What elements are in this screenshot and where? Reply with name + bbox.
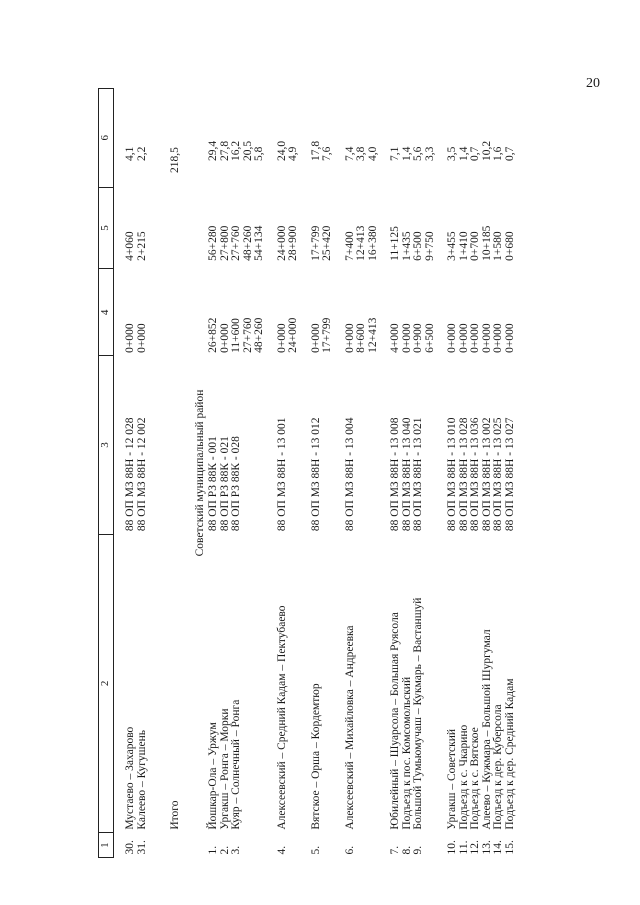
- road-name: Ургакш – Советский: [446, 728, 458, 830]
- rows-group-e: [345, 89, 380, 858]
- road-name: Мустаево – Захарово: [124, 726, 136, 830]
- length-km: 3,3: [423, 146, 436, 162]
- row-number: 15.: [503, 840, 516, 855]
- row-number: [288, 833, 300, 858]
- rows-group-d: [311, 89, 334, 858]
- table-row: [368, 89, 380, 858]
- road-name: [322, 534, 334, 832]
- roads-table: [98, 88, 516, 858]
- length-km: 29,4: [207, 140, 219, 162]
- road-name: Йошкар-Ола – Уржум: [207, 722, 219, 830]
- road-code: 88 ОП МЗ 88Н - 13 025: [492, 417, 504, 532]
- length-km: 10,2: [480, 140, 493, 162]
- end-km: 25+420: [321, 225, 333, 261]
- end-km: 10+185: [480, 225, 493, 261]
- length-km: 20,5: [241, 140, 254, 162]
- spacer: [334, 89, 345, 858]
- row-number: 8.: [400, 845, 413, 855]
- table-row: [125, 89, 137, 858]
- table-row: [231, 89, 243, 858]
- total-row: [170, 89, 182, 858]
- road-name: Подъезд к с. Вятское: [469, 727, 481, 830]
- spacer: [266, 89, 277, 858]
- road-code: 88 ОП МЗ 88Н - 13 010: [446, 417, 458, 532]
- road-code: 88 ОП МЗ 88Н - 13 027: [503, 417, 516, 532]
- table-row: [390, 89, 402, 858]
- row-number: 3.: [230, 845, 242, 855]
- start-km: 17+799: [321, 317, 333, 353]
- start-km: 4+000: [389, 323, 401, 353]
- header-col-1: 1: [99, 833, 114, 858]
- road-code: 88 ОП МЗ 88Н - 12 028: [124, 417, 136, 532]
- road-name: Вятское – Орша – Кордемтюр: [309, 683, 322, 830]
- length-km: 24,0: [275, 140, 288, 162]
- end-km: 48+260: [241, 225, 254, 261]
- spacer-row: [300, 89, 311, 858]
- road-code: 88 ОП МЗ 88Н - 13 002: [480, 417, 493, 532]
- road-name: Ургакш – Ронга – Морки: [218, 708, 231, 830]
- length-km: 1,6: [492, 146, 504, 162]
- length-km: 1,4: [400, 146, 413, 162]
- row-number: [243, 833, 255, 858]
- end-km: 27+800: [218, 225, 231, 261]
- road-code: [288, 356, 300, 534]
- spacer: [300, 89, 311, 858]
- start-km: 0+900: [412, 323, 424, 353]
- road-name: [368, 534, 380, 832]
- table-row: [356, 89, 368, 858]
- start-km: 0+000: [446, 323, 458, 353]
- end-km: 24+000: [275, 225, 288, 261]
- empty-cell: [170, 269, 182, 356]
- end-km: 56+280: [207, 225, 219, 261]
- rows-group-g: [447, 89, 516, 858]
- row-number: 12.: [469, 840, 481, 855]
- row-number: 6.: [343, 845, 356, 855]
- length-km: 7,6: [321, 146, 333, 162]
- spacer-row: [148, 89, 170, 858]
- end-km: 12+413: [355, 225, 367, 261]
- end-km: 2+215: [135, 231, 148, 261]
- table-row: [137, 89, 149, 858]
- end-km: 4+060: [124, 231, 136, 261]
- spacer-row: [182, 89, 193, 858]
- length-km: 7,4: [343, 146, 356, 162]
- road-code: [356, 356, 368, 534]
- rows-group-a: [125, 89, 148, 858]
- header-col-5: 5: [99, 187, 114, 269]
- road-code: [243, 356, 255, 534]
- row-number: 14.: [492, 840, 504, 855]
- road-name: Куяр – Солнечный – Ронга: [230, 699, 242, 830]
- end-km: 3+455: [446, 231, 458, 261]
- end-km: 28+900: [287, 225, 299, 261]
- length-km: 16,2: [230, 140, 242, 162]
- road-code: 88 ОП МЗ 88Н - 13 012: [309, 417, 322, 532]
- road-name: Большой Тумьюмучаш – Кукмарь – Вастаншуй: [412, 597, 424, 830]
- table-row: [208, 89, 220, 858]
- road-name: Подъезд к дер. Средний Кадам: [503, 678, 516, 830]
- length-km: 1,4: [457, 146, 470, 162]
- road-name: Подъезд к дер. Куберсола: [492, 704, 504, 830]
- table-row: [493, 89, 505, 858]
- length-km: 0,7: [469, 146, 481, 162]
- road-name: Алеево – Кужмара – Большой Шургумал: [480, 629, 493, 830]
- row-number: [425, 833, 437, 858]
- table-row: [288, 89, 300, 858]
- rows-group-c: [277, 89, 300, 858]
- total-num-cell: [170, 833, 182, 858]
- start-km: 27+760: [241, 317, 254, 353]
- start-km: 11+600: [230, 318, 242, 353]
- table-row: [413, 89, 425, 858]
- total-value: 218,5: [169, 147, 181, 174]
- start-km: 0+000: [457, 323, 470, 353]
- spacer-row: [334, 89, 345, 858]
- start-km: 12+413: [366, 317, 379, 353]
- start-km: 0+000: [480, 323, 493, 353]
- total-label: Итого: [169, 800, 181, 830]
- end-km: 0+700: [469, 231, 481, 261]
- road-code: [254, 356, 266, 534]
- start-km: 26+852: [207, 317, 219, 353]
- row-number: [368, 833, 380, 858]
- length-km: 5,8: [253, 146, 265, 162]
- table-row: [345, 89, 357, 858]
- start-km: 0+000: [124, 323, 136, 353]
- road-code: 88 ОП МЗ 88Н - 12 002: [135, 417, 148, 532]
- rows-group-f: [390, 89, 436, 858]
- row-number: [356, 833, 368, 858]
- length-km: 5,6: [412, 146, 424, 162]
- row-number: 13.: [480, 840, 493, 855]
- road-code: 88 ОП МЗ 88Н - 13 036: [469, 417, 481, 532]
- end-km: 17+799: [309, 225, 322, 261]
- rows-group-b: [208, 89, 266, 858]
- road-code: 88 ОП РЗ 88К - 021: [218, 436, 231, 532]
- district-row: [193, 89, 209, 858]
- road-code: 88 ОП МЗ 88Н - 13 004: [343, 417, 356, 532]
- road-code: 88 ОП МЗ 88Н - 13 028: [457, 417, 470, 532]
- header-col-2: 2: [99, 534, 114, 832]
- start-km: 8+600: [355, 323, 367, 353]
- end-km: 7+400: [343, 231, 356, 261]
- row-number: 7.: [389, 845, 401, 855]
- end-km: 0+680: [503, 231, 516, 261]
- start-km: 0+000: [503, 323, 516, 353]
- table-row: [505, 89, 517, 858]
- road-name: Калеево – Кугушень: [135, 729, 148, 830]
- end-km: 27+760: [230, 225, 242, 261]
- road-code: [425, 356, 437, 534]
- length-km: 4,0: [366, 146, 379, 162]
- row-number: [322, 833, 334, 858]
- rotated-table-wrapper: [98, 88, 603, 858]
- row-number: 31.: [135, 840, 148, 855]
- row-number: 10.: [446, 840, 458, 855]
- road-name: [243, 534, 255, 832]
- start-km: 0+000: [343, 323, 356, 353]
- road-code: 88 ОП МЗ 88Н - 13 008: [389, 417, 401, 532]
- start-km: 48+260: [253, 317, 265, 353]
- length-km: 0,7: [503, 146, 516, 162]
- start-km: 0+000: [309, 323, 322, 353]
- road-code: 88 ОП МЗ 88Н - 13 001: [275, 417, 288, 532]
- empty-cell: [170, 187, 182, 269]
- road-name: Алексеевский – Средний Кадам – Пектубаево: [275, 605, 288, 830]
- length-km: 3,8: [355, 146, 367, 162]
- row-number: [254, 833, 266, 858]
- start-km: 0+000: [218, 323, 231, 353]
- end-km: 16+380: [366, 225, 379, 261]
- table-row: [254, 89, 266, 858]
- header-col-4: 4: [99, 269, 114, 356]
- start-km: 0+000: [400, 323, 413, 353]
- length-km: 4,1: [124, 146, 136, 162]
- road-name: Юбилейный – Шуарсола – Большая Руясола: [389, 612, 401, 830]
- road-name: Подъезд к с. Чкарино: [457, 724, 470, 830]
- length-km: 17,8: [309, 140, 322, 162]
- road-code: [368, 356, 380, 534]
- row-number: 2.: [218, 845, 231, 855]
- start-km: 0+000: [135, 323, 148, 353]
- length-km: 2,2: [135, 146, 148, 162]
- table-row: [470, 89, 482, 858]
- road-name: Алексеевский – Михайловка – Андреевка: [343, 625, 356, 830]
- end-km: 1+410: [457, 231, 470, 261]
- header-row: [99, 89, 114, 858]
- row-number: 9.: [412, 845, 424, 855]
- end-km: 54+134: [253, 225, 265, 261]
- table-row: [425, 89, 437, 858]
- road-name: [288, 534, 300, 832]
- table-row: [311, 89, 323, 858]
- spacer-row: [266, 89, 277, 858]
- road-name: [254, 534, 266, 832]
- length-km: 3,5: [446, 146, 458, 162]
- district-heading: Советский муниципальный район: [193, 389, 206, 557]
- table-row: [447, 89, 459, 858]
- road-name: [425, 534, 437, 832]
- end-km: 1+580: [492, 231, 504, 261]
- road-code: 88 ОП РЗ 88К - 001: [207, 436, 219, 532]
- empty-cell: [170, 356, 182, 534]
- end-km: 1+435: [400, 231, 413, 261]
- table-row: [243, 89, 255, 858]
- total-section: [148, 89, 208, 858]
- end-km: 11+125: [389, 226, 401, 261]
- row-number: 5.: [309, 845, 322, 855]
- header-col-3: 3: [99, 356, 114, 534]
- end-km: 9+750: [423, 231, 436, 261]
- table-row: [322, 89, 334, 858]
- length-km: 27,8: [218, 140, 231, 162]
- header-col-6: 6: [99, 89, 114, 188]
- length-km: 7,1: [389, 146, 401, 162]
- road-code: 88 ОП РЗ 88К - 028: [230, 436, 242, 532]
- road-code: 88 ОП МЗ 88Н - 13 021: [412, 417, 424, 532]
- page-number: 20: [586, 76, 600, 91]
- start-km: 0+000: [275, 323, 288, 353]
- road-code: 88 ОП МЗ 88Н - 13 040: [400, 417, 413, 532]
- road-name: Подъезд к пос. Комсомольский: [400, 676, 413, 830]
- road-code: [322, 356, 334, 534]
- row-number: 11.: [457, 840, 470, 855]
- start-km: 0+000: [469, 323, 481, 353]
- row-number: 30.: [124, 840, 136, 855]
- row-number: 4.: [275, 845, 288, 855]
- road-name: [356, 534, 368, 832]
- start-km: 0+000: [492, 323, 504, 353]
- start-km: 6+500: [423, 323, 436, 353]
- length-km: 4,9: [287, 146, 299, 162]
- end-km: 6+500: [412, 231, 424, 261]
- table-row: [277, 89, 289, 858]
- start-km: 24+000: [287, 317, 299, 353]
- row-number: 1.: [207, 845, 219, 855]
